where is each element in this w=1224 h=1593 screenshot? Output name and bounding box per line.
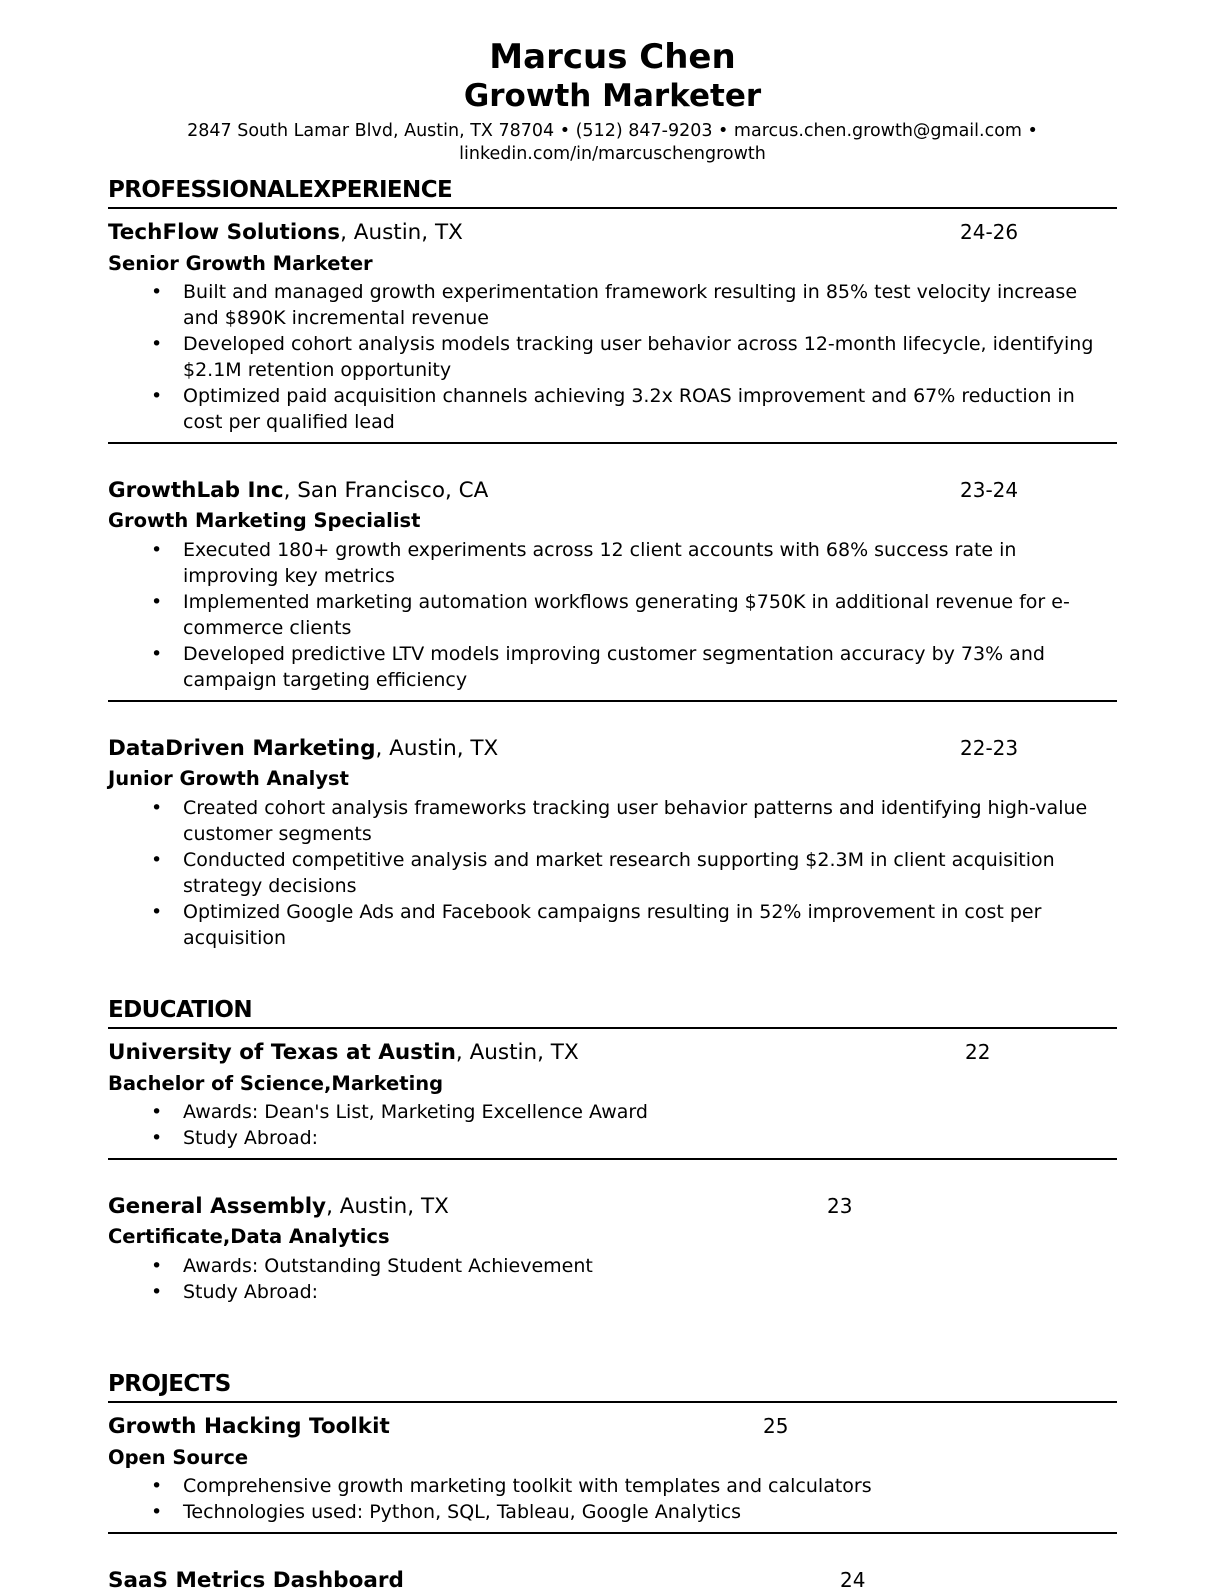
project-header [108, 1568, 1117, 1593]
job-header [108, 736, 1117, 761]
job-bullet: • Built and managed growth experimentation framework resulting in 85% test velocity increase and $890K incremental revenue [183, 279, 1117, 331]
contact-line-1: 2847 South Lamar Blvd, Austin, TX 78704 • (512) 847-9203 • marcus.chen.growth@gmail.com • [187, 120, 1038, 141]
job-header [108, 220, 1117, 245]
degree: Bachelor of Science,Marketing [108, 1071, 444, 1095]
entry-separator-rule [108, 1532, 1117, 1534]
education-heading-rule [108, 1027, 1117, 1029]
job-bullet: • Optimized paid acquisition channels achieving 3.2x ROAS improvement and 67% reduction in cost per qualified lead [183, 383, 1117, 435]
project-bullet-list [108, 1473, 1117, 1525]
job-bullet-list [108, 537, 1117, 693]
projects-heading: PROJECTS [108, 1370, 231, 1397]
education-bullet: • Awards: Outstanding Student Achievement [183, 1253, 1117, 1279]
education-bullet-list [108, 1253, 1117, 1305]
education-bullet-list [108, 1099, 1117, 1151]
job-bullet: • Created cohort analysis frameworks tracking user behavior patterns and identifying high-value customer segments [183, 795, 1117, 847]
project-dates: 25 [763, 1414, 789, 1439]
entry-separator-rule [108, 1158, 1117, 1160]
project-entry-growth-hacking-toolkit [108, 1414, 1117, 1525]
job-role: Senior Growth Marketer [108, 251, 373, 275]
resume-header [108, 38, 1117, 167]
entry-separator-rule [108, 700, 1117, 702]
school-header [108, 1040, 1117, 1065]
degree: Certificate,Data Analytics [108, 1225, 390, 1249]
company-name: GrowthLab Inc [108, 478, 284, 504]
job-header [108, 478, 1117, 503]
job-dates: 22-23 [960, 735, 1019, 760]
projects-heading-rule [108, 1401, 1117, 1403]
contact-line-2: linkedin.com/in/marcuschengrowth [459, 144, 766, 165]
project-dates: 24 [840, 1568, 866, 1593]
job-bullet: • Optimized Google Ads and Facebook campaigns resulting in 52% improvement in cost per acquisition [183, 899, 1117, 951]
job-role: Junior Growth Analyst [108, 767, 349, 791]
company-name: DataDriven Marketing [108, 735, 376, 761]
school-name: General Assembly [108, 1193, 327, 1219]
education-bullet: • Study Abroad: [183, 1125, 1117, 1151]
education-entry-ut-austin [108, 1040, 1117, 1151]
person-title: Growth Marketer [463, 78, 762, 115]
person-name: Marcus Chen [489, 37, 736, 77]
project-subtitle: Open Source [108, 1445, 249, 1469]
education-entry-general-assembly [108, 1194, 1117, 1305]
section-education [108, 997, 1117, 1305]
job-bullet: • Implemented marketing automation workflows generating $750K in additional revenue for e-commerce clients [183, 589, 1117, 641]
project-name: Growth Hacking Toolkit [108, 1414, 390, 1440]
job-bullet-list [108, 279, 1117, 435]
education-bullet: • Study Abroad: [183, 1279, 1117, 1305]
job-entry-growthlab [108, 478, 1117, 693]
project-name: SaaS Metrics Dashboard [108, 1568, 404, 1593]
section-experience [108, 177, 1117, 951]
experience-heading-rule [108, 207, 1117, 209]
company-name: TechFlow Solutions [108, 220, 341, 246]
job-role: Growth Marketing Specialist [108, 509, 421, 533]
job-bullet: • Developed predictive LTV models improving customer segmentation accuracy by 73% and campaign targeting efficiency [183, 641, 1117, 693]
company-location: , Austin, TX [340, 220, 463, 246]
school-location: , Austin, TX [326, 1193, 449, 1219]
project-header [108, 1414, 1117, 1439]
school-dates: 23 [827, 1193, 853, 1218]
job-entry-datadriven [108, 736, 1117, 951]
job-bullet: • Developed cohort analysis models tracking user behavior across 12-month lifecycle, identifying $2.1M retention opportunity [183, 331, 1117, 383]
school-location: , Austin, TX [455, 1040, 579, 1066]
education-heading: EDUCATION [108, 996, 253, 1023]
project-bullet: • Comprehensive growth marketing toolkit with templates and calculators [183, 1473, 1117, 1499]
school-name: University of Texas at Austin [108, 1040, 456, 1066]
experience-heading: PROFESSIONALEXPERIENCE [108, 176, 453, 203]
job-bullet: • Conducted competitive analysis and market research supporting $2.3M in client acquisition strategy decisions [183, 847, 1117, 899]
school-header [108, 1194, 1117, 1219]
education-bullet: • Awards: Dean's List, Marketing Excellence Award [183, 1099, 1117, 1125]
contact-info [108, 120, 1117, 167]
company-location: , Austin, TX [375, 735, 499, 761]
company-location: , San Francisco, CA [283, 478, 489, 504]
entry-separator-rule [108, 442, 1117, 444]
school-dates: 22 [965, 1040, 991, 1065]
job-entry-techflow [108, 220, 1117, 435]
job-dates: 23-24 [960, 478, 1019, 503]
job-dates: 24-26 [960, 220, 1019, 245]
job-bullet: • Executed 180+ growth experiments across 12 client accounts with 68% success rate in improving key metrics [183, 537, 1117, 589]
project-bullet: • Technologies used: Python, SQL, Tableau, Google Analytics [183, 1499, 1117, 1525]
project-entry-saas-metrics-dashboard [108, 1568, 1117, 1593]
section-projects [108, 1371, 1117, 1593]
job-bullet-list [108, 795, 1117, 951]
